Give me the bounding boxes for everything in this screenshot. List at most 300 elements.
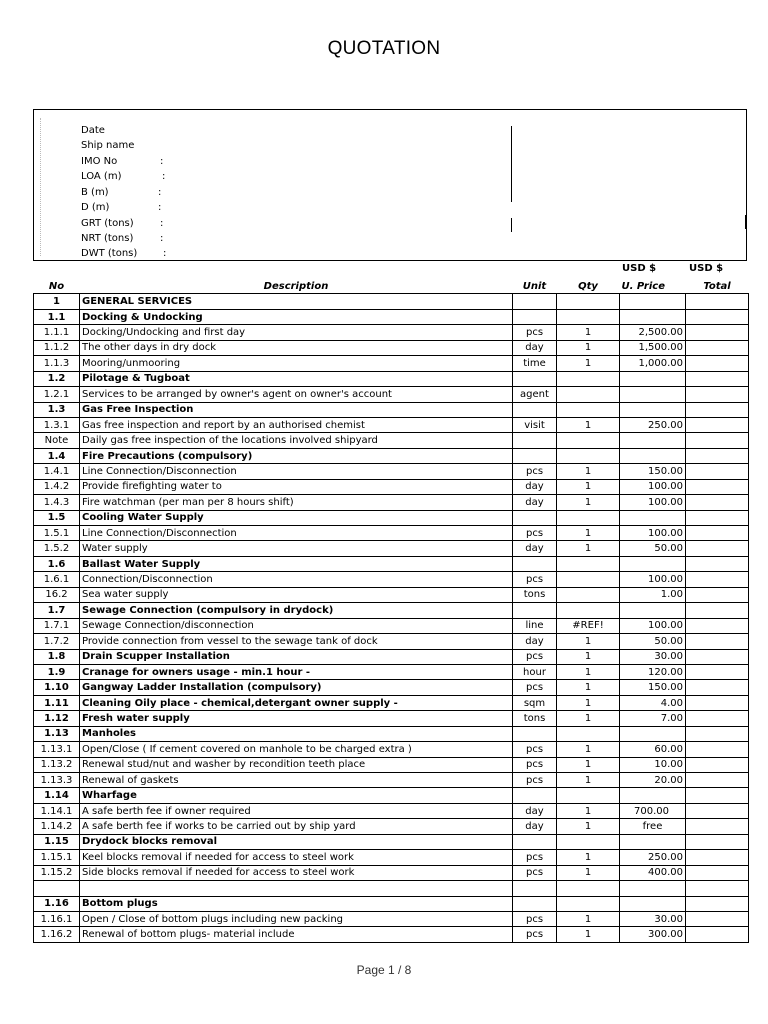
- row-unit-price: [620, 556, 686, 571]
- row-description: Cranage for owners usage - min.1 hour -: [80, 664, 513, 679]
- row-description: Daily gas free inspection of the locations involved shipyard: [80, 433, 513, 448]
- row-number: 1.6: [34, 556, 80, 571]
- row-qty: [557, 402, 620, 417]
- table-row: [34, 773, 749, 788]
- table-row: [34, 865, 749, 880]
- row-qty: 1: [557, 819, 620, 834]
- table-row: [34, 572, 749, 587]
- row-unit-price: 60.00: [620, 742, 686, 757]
- row-total: [686, 911, 749, 926]
- row-unit-price: [620, 448, 686, 463]
- section-row: [34, 664, 749, 679]
- row-unit: pcs: [513, 865, 557, 880]
- row-number: 1.16.1: [34, 911, 80, 926]
- row-number: 1.4.1: [34, 464, 80, 479]
- row-qty: 1: [557, 325, 620, 340]
- row-description: Docking/Undocking and first day: [80, 325, 513, 340]
- ship-field-label: NRT (tons): [81, 233, 134, 244]
- section-row: [34, 680, 749, 695]
- ship-field-colon: :: [160, 218, 164, 229]
- row-unit-price: 10.00: [620, 757, 686, 772]
- row-qty: 1: [557, 340, 620, 355]
- row-qty: 1: [557, 695, 620, 710]
- table-row: [34, 742, 749, 757]
- row-unit: pcs: [513, 757, 557, 772]
- row-unit: [513, 371, 557, 386]
- row-qty: [557, 881, 620, 896]
- section-row: [34, 402, 749, 417]
- row-unit-price: [620, 433, 686, 448]
- row-unit: [513, 448, 557, 463]
- row-qty: 1: [557, 757, 620, 772]
- row-total: [686, 309, 749, 324]
- row-total: [686, 526, 749, 541]
- row-unit: [513, 294, 557, 309]
- row-unit: [513, 433, 557, 448]
- row-number: 1.11: [34, 695, 80, 710]
- row-total: [686, 340, 749, 355]
- row-unit: day: [513, 495, 557, 510]
- row-total: [686, 649, 749, 664]
- ship-field-label: GRT (tons): [81, 218, 134, 229]
- row-unit: pcs: [513, 911, 557, 926]
- row-total: [686, 387, 749, 402]
- row-unit: [513, 881, 557, 896]
- row-unit: [513, 896, 557, 911]
- row-number: [34, 881, 80, 896]
- header-no: No: [34, 279, 80, 294]
- ship-field-colon: :: [158, 202, 162, 213]
- row-total: [686, 618, 749, 633]
- divider: [745, 215, 746, 229]
- row-unit-price: [620, 881, 686, 896]
- row-qty: [557, 603, 620, 618]
- row-number: 1.14.2: [34, 819, 80, 834]
- row-unit: sqm: [513, 695, 557, 710]
- row-total: [686, 757, 749, 772]
- row-total: [686, 834, 749, 849]
- table-row: [34, 387, 749, 402]
- row-unit-price: [620, 788, 686, 803]
- table-row: [34, 587, 749, 602]
- row-number: 1.1.2: [34, 340, 80, 355]
- row-qty: 1: [557, 541, 620, 556]
- row-unit-price: [620, 387, 686, 402]
- row-number: 1.8: [34, 649, 80, 664]
- row-description: Line Connection/Disconnection: [80, 464, 513, 479]
- row-number: 1.5: [34, 510, 80, 525]
- row-number: 1.13: [34, 726, 80, 741]
- ship-field-colon: :: [162, 171, 166, 182]
- row-description: Gangway Ladder Installation (compulsory): [80, 680, 513, 695]
- row-unit-price: 1,500.00: [620, 340, 686, 355]
- row-total: [686, 680, 749, 695]
- row-description: Mooring/unmooring: [80, 356, 513, 371]
- row-unit: pcs: [513, 526, 557, 541]
- table-row: [34, 340, 749, 355]
- row-number: 1.15.2: [34, 865, 80, 880]
- row-number: 1.2.1: [34, 387, 80, 402]
- table-row: [34, 417, 749, 432]
- row-unit-price: [620, 726, 686, 741]
- row-total: [686, 603, 749, 618]
- row-qty: [557, 788, 620, 803]
- table-row: [34, 850, 749, 865]
- ship-field-label: B (m): [81, 187, 109, 198]
- row-unit: [513, 510, 557, 525]
- row-description: Cooling Water Supply: [80, 510, 513, 525]
- row-unit: tons: [513, 587, 557, 602]
- row-total: [686, 865, 749, 880]
- row-unit: pcs: [513, 464, 557, 479]
- row-description: Gas free inspection and report by an authorised chemist: [80, 417, 513, 432]
- row-total: [686, 695, 749, 710]
- row-unit: visit: [513, 417, 557, 432]
- ship-field-label: D (m): [81, 202, 110, 213]
- row-qty: [557, 572, 620, 587]
- row-number: 1.6.1: [34, 572, 80, 587]
- row-description: Fire Precautions (compulsory): [80, 448, 513, 463]
- section-row: [34, 371, 749, 386]
- row-number: 1.13.3: [34, 773, 80, 788]
- ship-field-label: LOA (m): [81, 171, 122, 182]
- row-unit-price: [620, 603, 686, 618]
- table-row: [34, 634, 749, 649]
- header-unit: Unit: [513, 279, 557, 294]
- row-qty: 1: [557, 664, 620, 679]
- row-description: Water supply: [80, 541, 513, 556]
- header-price: U. Price: [620, 279, 686, 294]
- header-total: Total: [686, 279, 749, 294]
- row-number: 1.4.3: [34, 495, 80, 510]
- row-number: 1.7: [34, 603, 80, 618]
- table-row: [34, 881, 749, 896]
- section-row: [34, 448, 749, 463]
- row-unit-price: 700.00: [620, 803, 686, 818]
- row-description: Sewage Connection/disconnection: [80, 618, 513, 633]
- row-description: Sea water supply: [80, 587, 513, 602]
- row-qty: 1: [557, 649, 620, 664]
- row-unit: pcs: [513, 850, 557, 865]
- row-number: 1.3: [34, 402, 80, 417]
- row-total: [686, 773, 749, 788]
- row-number: 1.14.1: [34, 803, 80, 818]
- row-unit-price: [620, 402, 686, 417]
- table-row: [34, 819, 749, 834]
- row-unit-price: 1.00: [620, 587, 686, 602]
- row-number: 1.12: [34, 711, 80, 726]
- row-description: Gas Free Inspection: [80, 402, 513, 417]
- row-number: 1.5.2: [34, 541, 80, 556]
- row-unit-price: 120.00: [620, 664, 686, 679]
- row-description: Ballast Water Supply: [80, 556, 513, 571]
- section-row: [34, 695, 749, 710]
- row-qty: 1: [557, 927, 620, 942]
- row-total: [686, 541, 749, 556]
- row-total: [686, 510, 749, 525]
- row-number: 1.13.2: [34, 757, 80, 772]
- row-unit-price: 100.00: [620, 572, 686, 587]
- row-number: 1.7.1: [34, 618, 80, 633]
- row-qty: 1: [557, 773, 620, 788]
- row-unit-price: 30.00: [620, 649, 686, 664]
- row-qty: [557, 294, 620, 309]
- ship-field-colon: :: [163, 248, 167, 259]
- row-qty: 1: [557, 680, 620, 695]
- row-unit: hour: [513, 664, 557, 679]
- row-total: [686, 495, 749, 510]
- table-row: [34, 433, 749, 448]
- row-description: Wharfage: [80, 788, 513, 803]
- table-row: [34, 325, 749, 340]
- section-row: [34, 788, 749, 803]
- row-unit: [513, 726, 557, 741]
- row-total: [686, 556, 749, 571]
- divider: [511, 218, 512, 232]
- section-row: [34, 649, 749, 664]
- table-row: [34, 356, 749, 371]
- row-description: Cleaning Oily place - chemical,detergant owner supply -: [80, 695, 513, 710]
- row-unit: day: [513, 819, 557, 834]
- row-qty: 1: [557, 911, 620, 926]
- table-header-row: [34, 279, 749, 294]
- row-description: Drydock blocks removal: [80, 834, 513, 849]
- row-unit-price: [620, 371, 686, 386]
- row-number: 1.15: [34, 834, 80, 849]
- table-row: [34, 618, 749, 633]
- row-unit-price: 250.00: [620, 850, 686, 865]
- section-row: [34, 294, 749, 309]
- row-number: 1: [34, 294, 80, 309]
- row-total: [686, 402, 749, 417]
- row-qty: 1: [557, 464, 620, 479]
- row-number: 1.15.1: [34, 850, 80, 865]
- row-total: [686, 572, 749, 587]
- row-total: [686, 726, 749, 741]
- row-qty: [557, 371, 620, 386]
- ship-field-label: IMO No: [81, 156, 118, 167]
- row-unit-price: 100.00: [620, 479, 686, 494]
- row-description: Docking & Undocking: [80, 309, 513, 324]
- row-total: [686, 294, 749, 309]
- row-description: GENERAL SERVICES: [80, 294, 513, 309]
- row-description: A safe berth fee if works to be carried out by ship yard: [80, 819, 513, 834]
- row-description: Services to be arranged by owner's agent on owner's account: [80, 387, 513, 402]
- row-number: 1.2: [34, 371, 80, 386]
- row-qty: [557, 387, 620, 402]
- row-unit: [513, 834, 557, 849]
- table-row: [34, 803, 749, 818]
- row-unit: tons: [513, 711, 557, 726]
- row-description: Provide firefighting water to: [80, 479, 513, 494]
- row-unit: day: [513, 634, 557, 649]
- row-unit: [513, 603, 557, 618]
- row-unit-price: 50.00: [620, 541, 686, 556]
- row-unit-price: 100.00: [620, 618, 686, 633]
- row-description: Side blocks removal if needed for access to steel work: [80, 865, 513, 880]
- table-row: [34, 495, 749, 510]
- row-unit: [513, 556, 557, 571]
- row-unit: pcs: [513, 773, 557, 788]
- row-qty: 1: [557, 742, 620, 757]
- row-unit: agent: [513, 387, 557, 402]
- row-number: 1.1: [34, 309, 80, 324]
- row-total: [686, 927, 749, 942]
- ship-field-colon: :: [160, 156, 164, 167]
- row-qty: [557, 309, 620, 324]
- row-unit: pcs: [513, 680, 557, 695]
- row-unit-price: 300.00: [620, 927, 686, 942]
- row-description: Fire watchman (per man per 8 hours shift): [80, 495, 513, 510]
- row-description: Sewage Connection (compulsory in drydock): [80, 603, 513, 618]
- row-unit-price: 1,000.00: [620, 356, 686, 371]
- section-row: [34, 556, 749, 571]
- header-qty: Qty: [557, 279, 620, 294]
- row-description: [80, 881, 513, 896]
- row-unit: pcs: [513, 649, 557, 664]
- row-qty: 1: [557, 850, 620, 865]
- table-row: [34, 911, 749, 926]
- row-total: [686, 742, 749, 757]
- row-unit-price: [620, 309, 686, 324]
- row-unit-price: 400.00: [620, 865, 686, 880]
- document-title: QUOTATION: [327, 38, 441, 59]
- row-number: 1.10: [34, 680, 80, 695]
- section-row: [34, 834, 749, 849]
- row-description: Line Connection/Disconnection: [80, 526, 513, 541]
- row-unit: pcs: [513, 572, 557, 587]
- row-description: Renewal of gaskets: [80, 773, 513, 788]
- row-unit-price: [620, 510, 686, 525]
- row-unit-price: 100.00: [620, 495, 686, 510]
- table-row: [34, 464, 749, 479]
- table-row: [34, 757, 749, 772]
- row-total: [686, 803, 749, 818]
- currency-price-label: USD $: [622, 263, 657, 274]
- row-number: 1.13.1: [34, 742, 80, 757]
- row-qty: 1: [557, 495, 620, 510]
- row-unit: pcs: [513, 742, 557, 757]
- header-description: Description: [80, 279, 513, 294]
- row-qty: [557, 726, 620, 741]
- row-qty: 1: [557, 479, 620, 494]
- row-total: [686, 448, 749, 463]
- row-description: Bottom plugs: [80, 896, 513, 911]
- ship-info-box: [33, 109, 747, 261]
- row-unit: pcs: [513, 927, 557, 942]
- row-description: Provide connection from vessel to the sewage tank of dock: [80, 634, 513, 649]
- row-description: Renewal stud/nut and washer by recondition teeth place: [80, 757, 513, 772]
- row-description: Connection/Disconnection: [80, 572, 513, 587]
- row-unit-price: free: [620, 819, 686, 834]
- row-number: Note: [34, 433, 80, 448]
- ship-field-label: DWT (tons): [81, 248, 138, 259]
- row-total: [686, 711, 749, 726]
- row-unit: pcs: [513, 325, 557, 340]
- row-unit-price: 100.00: [620, 526, 686, 541]
- row-description: The other days in dry dock: [80, 340, 513, 355]
- section-row: [34, 726, 749, 741]
- row-number: 1.4: [34, 448, 80, 463]
- row-qty: 1: [557, 356, 620, 371]
- row-unit-price: [620, 834, 686, 849]
- row-total: [686, 634, 749, 649]
- row-number: 16.2: [34, 587, 80, 602]
- row-total: [686, 479, 749, 494]
- currency-total-label: USD $: [689, 263, 724, 274]
- row-unit: line: [513, 618, 557, 633]
- row-unit: [513, 788, 557, 803]
- row-total: [686, 896, 749, 911]
- section-row: [34, 711, 749, 726]
- row-description: Fresh water supply: [80, 711, 513, 726]
- row-unit-price: 2,500.00: [620, 325, 686, 340]
- row-total: [686, 325, 749, 340]
- ship-field-label: Ship name: [81, 140, 135, 151]
- row-unit-price: [620, 896, 686, 911]
- table-row: [34, 541, 749, 556]
- row-description: Pilotage & Tugboat: [80, 371, 513, 386]
- row-unit-price: 7.00: [620, 711, 686, 726]
- row-description: A safe berth fee if owner required: [80, 803, 513, 818]
- row-qty: 1: [557, 865, 620, 880]
- row-unit: day: [513, 541, 557, 556]
- row-unit-price: 250.00: [620, 417, 686, 432]
- row-description: Open / Close of bottom plugs including new packing: [80, 911, 513, 926]
- row-total: [686, 417, 749, 432]
- ship-field-colon: :: [158, 187, 162, 198]
- row-total: [686, 433, 749, 448]
- row-description: Open/Close ( If cement covered on manhole to be charged extra ): [80, 742, 513, 757]
- ship-field-colon: :: [160, 233, 164, 244]
- row-number: 1.9: [34, 664, 80, 679]
- row-number: 1.4.2: [34, 479, 80, 494]
- row-unit: day: [513, 803, 557, 818]
- row-qty: 1: [557, 711, 620, 726]
- row-number: 1.16.2: [34, 927, 80, 942]
- row-unit: [513, 309, 557, 324]
- row-total: [686, 788, 749, 803]
- row-number: 1.14: [34, 788, 80, 803]
- row-qty: #REF!: [557, 618, 620, 633]
- row-unit-price: 20.00: [620, 773, 686, 788]
- ship-field-label: Date: [81, 125, 105, 136]
- row-total: [686, 881, 749, 896]
- row-unit: [513, 402, 557, 417]
- table-row: [34, 479, 749, 494]
- row-total: [686, 587, 749, 602]
- row-number: 1.5.1: [34, 526, 80, 541]
- row-total: [686, 664, 749, 679]
- row-qty: 1: [557, 417, 620, 432]
- divider: [40, 118, 42, 256]
- row-unit-price: 50.00: [620, 634, 686, 649]
- row-number: 1.7.2: [34, 634, 80, 649]
- row-description: Drain Scupper Installation: [80, 649, 513, 664]
- row-qty: [557, 896, 620, 911]
- row-total: [686, 464, 749, 479]
- row-unit-price: 4.00: [620, 695, 686, 710]
- row-qty: 1: [557, 634, 620, 649]
- row-number: 1.1.1: [34, 325, 80, 340]
- row-number: 1.3.1: [34, 417, 80, 432]
- row-unit: day: [513, 479, 557, 494]
- row-qty: 1: [557, 803, 620, 818]
- table-row: [34, 526, 749, 541]
- row-qty: [557, 556, 620, 571]
- section-row: [34, 309, 749, 324]
- row-unit-price: 150.00: [620, 464, 686, 479]
